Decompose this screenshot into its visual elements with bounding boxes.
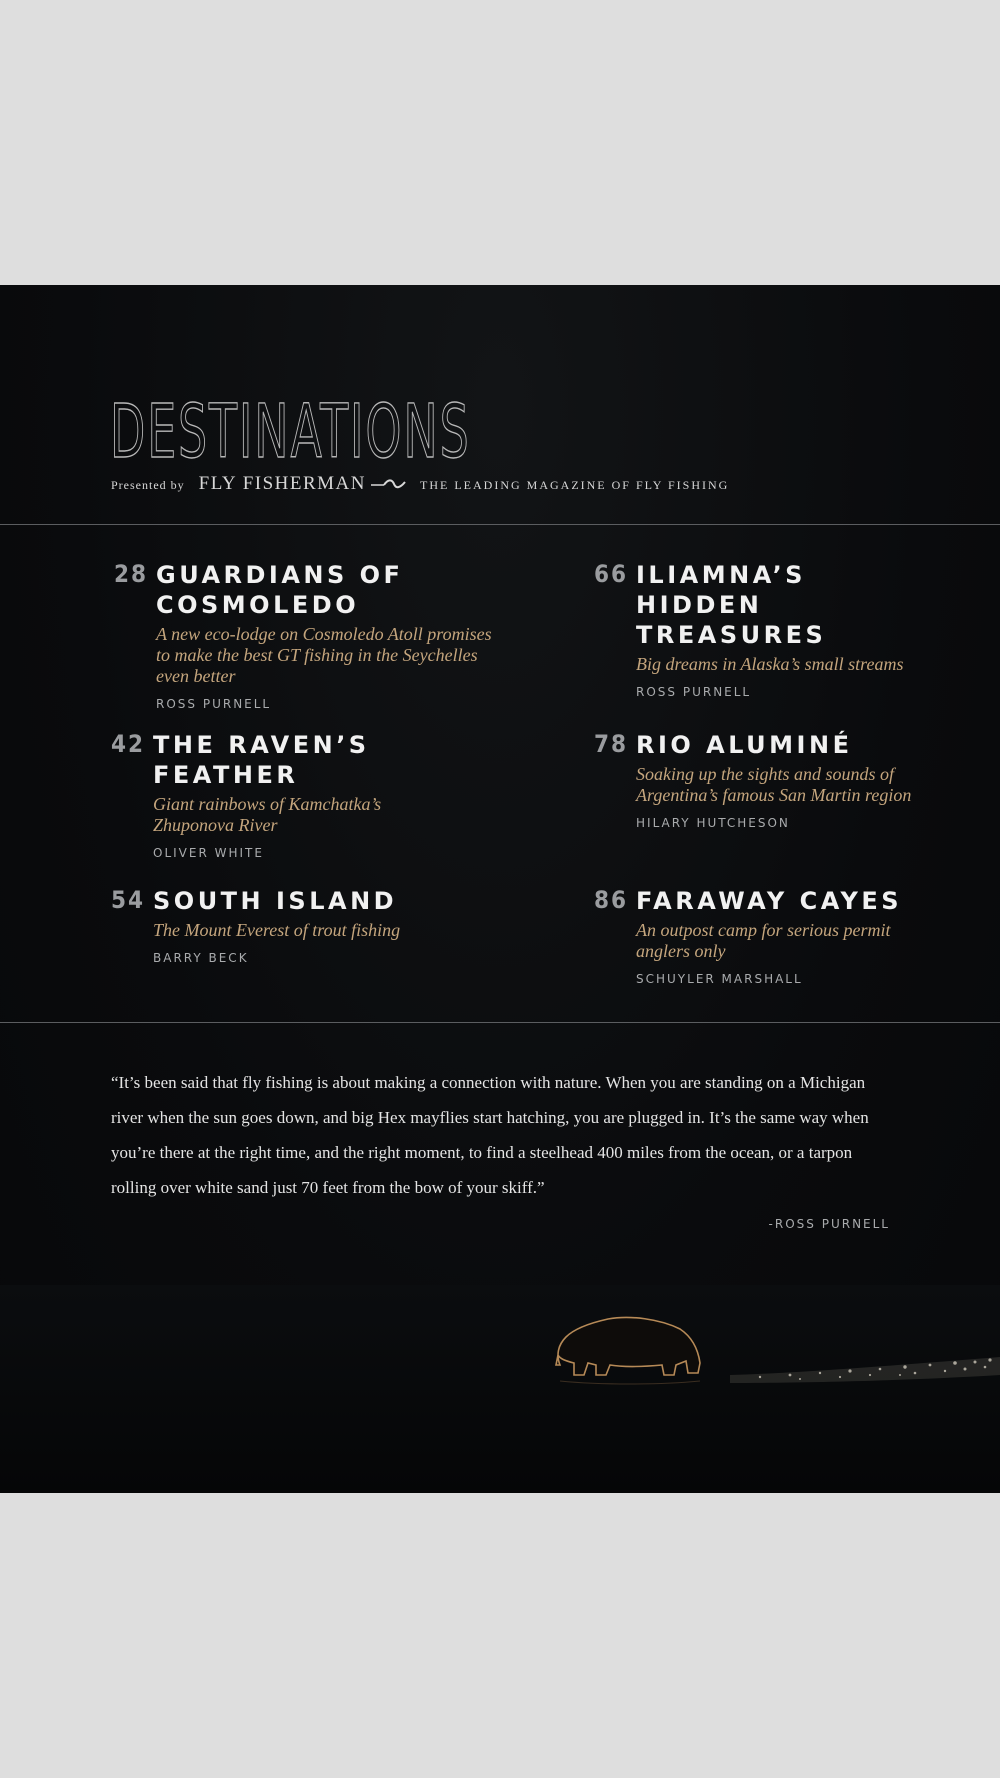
toc-title: ILIAMNA’S HIDDEN TREASURES — [636, 561, 827, 649]
toc-author: SCHUYLER MARSHALL — [636, 972, 803, 986]
toc-entry[interactable] — [594, 886, 974, 986]
toc-author: ROSS PURNELL — [636, 685, 752, 699]
toc-entry[interactable] — [594, 730, 974, 830]
toc-page-number: 28 — [114, 560, 149, 588]
toc-author: OLIVER WHITE — [153, 846, 264, 860]
toc-title: RIO ALUMINÉ — [636, 731, 853, 759]
toc-title: SOUTH ISLAND — [153, 887, 398, 915]
quote-attribution: -ROSS PURNELL — [768, 1217, 890, 1231]
toc-author: ROSS PURNELL — [156, 697, 272, 711]
toc-page-number: 78 — [594, 730, 629, 758]
toc-entry[interactable] — [114, 560, 494, 711]
presented-by-line — [111, 473, 729, 495]
toc-entry[interactable] — [111, 886, 491, 965]
toc-subtitle: An outpost camp for serious permit anglers only — [636, 920, 891, 961]
toc-title: THE RAVEN’S FEATHER — [153, 731, 370, 789]
fly-line-icon — [370, 477, 406, 491]
toc-subtitle: Big dreams in Alaska’s small streams — [636, 654, 904, 674]
toc-entry[interactable] — [594, 560, 974, 699]
toc-title: FARAWAY CAYES — [636, 887, 903, 915]
toc-page-number: 66 — [594, 560, 629, 588]
bear-photo — [0, 1285, 1000, 1493]
toc-title: GUARDIANS OF COSMOLEDO — [156, 561, 404, 619]
divider-top — [0, 524, 1000, 525]
presented-by-label: Presented by — [111, 478, 185, 492]
brand-name: FLY FISHERMAN — [198, 473, 366, 494]
divider-bottom — [0, 1022, 1000, 1023]
pull-quote: “It’s been said that fly fishing is about making a connection with nature. When you are standing on a Michigan river when the sun goes down, and big Hex mayflies start hatching, you are plugged in. It’s the same way when you’re there at the right time, and the right moment, to find a steelhead 400 miles from the ocean, or a tarpon rolling over white sand just 70 feet from the bow of your skiff.” — [111, 1073, 869, 1197]
toc-subtitle: A new eco-lodge on Cosmoledo Atoll promises to make the best GT fishing in the Seychelles even better — [156, 624, 492, 686]
magazine-page — [0, 285, 1000, 1493]
toc-author: HILARY HUTCHESON — [636, 816, 790, 830]
toc-page-number: 86 — [594, 886, 629, 914]
toc-author: BARRY BECK — [153, 951, 249, 965]
brand-tagline: THE LEADING MAGAZINE OF FLY FISHING — [420, 478, 730, 492]
toc-page-number: 42 — [111, 730, 146, 758]
toc-subtitle: The Mount Everest of trout fishing — [153, 920, 401, 940]
toc-entry[interactable] — [111, 730, 491, 860]
toc-page-number: 54 — [111, 886, 146, 914]
toc-subtitle: Soaking up the sights and sounds of Argentina’s famous San Martin region — [636, 764, 912, 805]
masthead-title: DESTINATIONS — [110, 389, 471, 475]
toc-subtitle: Giant rainbows of Kamchatka’s Zhuponova River — [153, 794, 382, 835]
